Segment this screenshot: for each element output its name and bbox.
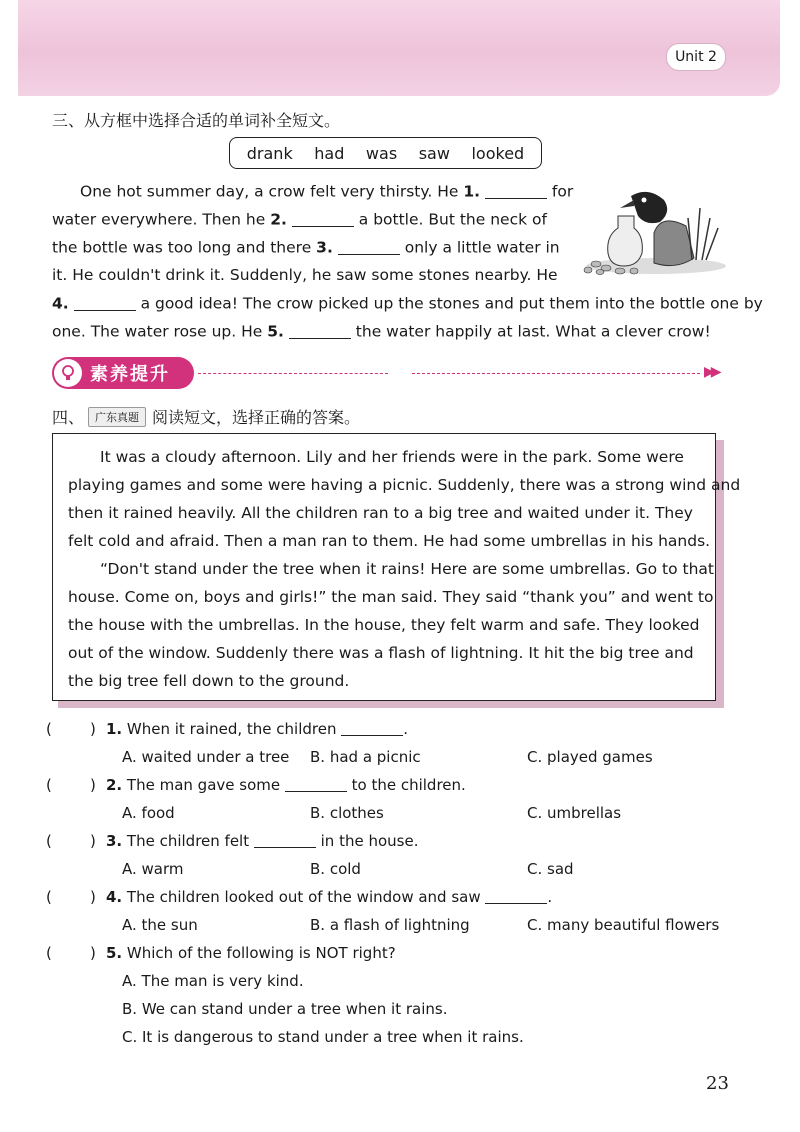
passage-line: “Don't stand under the tree when it rains! Here are some umbrellas. Go to that bbox=[100, 560, 714, 578]
question-4: 4. The children looked out of the window and saw . bbox=[106, 888, 553, 906]
answer-paren-close: ) bbox=[90, 832, 96, 850]
passage-line: house. Come on, boys and girls!” the man said. They said “thank you” and went to bbox=[68, 588, 714, 606]
word-box bbox=[229, 137, 542, 169]
passage-line: playing games and some were having a picnic. Suddenly, there was a strong wind and bbox=[68, 476, 741, 494]
option-a[interactable]: A. the sun bbox=[122, 916, 198, 934]
option-c[interactable]: C. many beautiful flowers bbox=[527, 916, 720, 934]
page-number: 23 bbox=[706, 1073, 729, 1094]
word-option: looked bbox=[471, 143, 525, 163]
unit-label: Unit 2 bbox=[666, 43, 726, 71]
answer-paren-close: ) bbox=[90, 944, 96, 962]
option-c[interactable]: C. played games bbox=[527, 748, 653, 766]
question-5: 5. Which of the following is NOT right? bbox=[106, 944, 396, 962]
header-banner bbox=[18, 0, 780, 96]
option-b[interactable]: B. cold bbox=[310, 860, 361, 878]
option-b[interactable]: B. We can stand under a tree when it rains. bbox=[122, 1000, 448, 1018]
question-2: 2. The man gave some to the children. bbox=[106, 776, 466, 794]
option-a[interactable]: A. food bbox=[122, 804, 175, 822]
answer-paren-close: ) bbox=[90, 776, 96, 794]
blank-1[interactable] bbox=[485, 182, 547, 199]
answer-paren-close: ) bbox=[90, 888, 96, 906]
divider bbox=[412, 373, 700, 374]
blank-2[interactable] bbox=[292, 210, 354, 227]
option-b[interactable]: B. clothes bbox=[310, 804, 384, 822]
double-arrow-icon: ▶▶ bbox=[704, 364, 718, 380]
option-a[interactable]: A. waited under a tree bbox=[122, 748, 290, 766]
word-option: was bbox=[365, 143, 398, 163]
answer-paren-close: ) bbox=[90, 720, 96, 738]
section-badge: 素养提升 bbox=[52, 357, 194, 389]
blank-3[interactable] bbox=[338, 238, 400, 255]
answer-paren-open[interactable]: ( bbox=[46, 832, 52, 850]
blank-5[interactable] bbox=[289, 322, 351, 339]
question-3: 3. The children felt in the house. bbox=[106, 832, 419, 850]
story-line-2: water everywhere. Then he 2. a bottle. But the neck of bbox=[52, 210, 547, 229]
answer-paren-open[interactable]: ( bbox=[46, 720, 52, 738]
passage-line: It was a cloudy afternoon. Lily and her friends were in the park. Some were bbox=[100, 448, 684, 466]
story-line-4: it. He couldn't drink it. Suddenly, he saw some stones nearby. He bbox=[52, 266, 558, 284]
passage-line: the house with the umbrellas. In the house, they felt warm and safe. They looked bbox=[68, 616, 700, 634]
option-b[interactable]: B. had a picnic bbox=[310, 748, 421, 766]
lightbulb-icon bbox=[54, 359, 82, 387]
blank-4[interactable] bbox=[74, 294, 136, 311]
passage-line: then it rained heavily. All the children ran to a big tree and waited under it. They bbox=[68, 504, 693, 522]
divider bbox=[198, 373, 388, 374]
story-line-3: the bottle was too long and there 3. only a little water in bbox=[52, 238, 560, 257]
word-option: drank bbox=[246, 143, 293, 163]
answer-paren-open[interactable]: ( bbox=[46, 888, 52, 906]
answer-paren-open[interactable]: ( bbox=[46, 944, 52, 962]
option-b[interactable]: B. a flash of lightning bbox=[310, 916, 470, 934]
word-option: saw bbox=[418, 143, 450, 163]
crow-bottle-illustration bbox=[576, 178, 726, 278]
option-c[interactable]: C. sad bbox=[527, 860, 574, 878]
option-a[interactable]: A. The man is very kind. bbox=[122, 972, 304, 990]
story-line-1: One hot summer day, a crow felt very thirsty. He 1. for bbox=[80, 182, 574, 201]
passage-line: out of the window. Suddenly there was a flash of lightning. It hit the big tree and bbox=[68, 644, 694, 662]
passage-line: the big tree fell down to the ground. bbox=[68, 672, 350, 690]
word-option: had bbox=[314, 143, 345, 163]
option-c[interactable]: C. It is dangerous to stand under a tree when it rains. bbox=[122, 1028, 524, 1046]
story-line-5: 4. a good idea! The crow picked up the stones and put them into the bottle one by bbox=[52, 294, 763, 313]
exam-tag: 广东真题 bbox=[88, 407, 146, 427]
section4-title: 四、 广东真题 阅读短文，选择正确的答案。 bbox=[52, 408, 361, 427]
passage-line: felt cold and afraid. Then a man ran to them. He had some umbrellas in his hands. bbox=[68, 532, 711, 550]
story-line-6: one. The water rose up. He 5. the water happily at last. What a clever crow! bbox=[52, 322, 711, 341]
section3-title: 三、从方框中选择合适的单词补全短文。 bbox=[52, 111, 341, 130]
option-a[interactable]: A. warm bbox=[122, 860, 184, 878]
question-1: 1. When it rained, the children . bbox=[106, 720, 409, 738]
answer-paren-open[interactable]: ( bbox=[46, 776, 52, 794]
option-c[interactable]: C. umbrellas bbox=[527, 804, 622, 822]
